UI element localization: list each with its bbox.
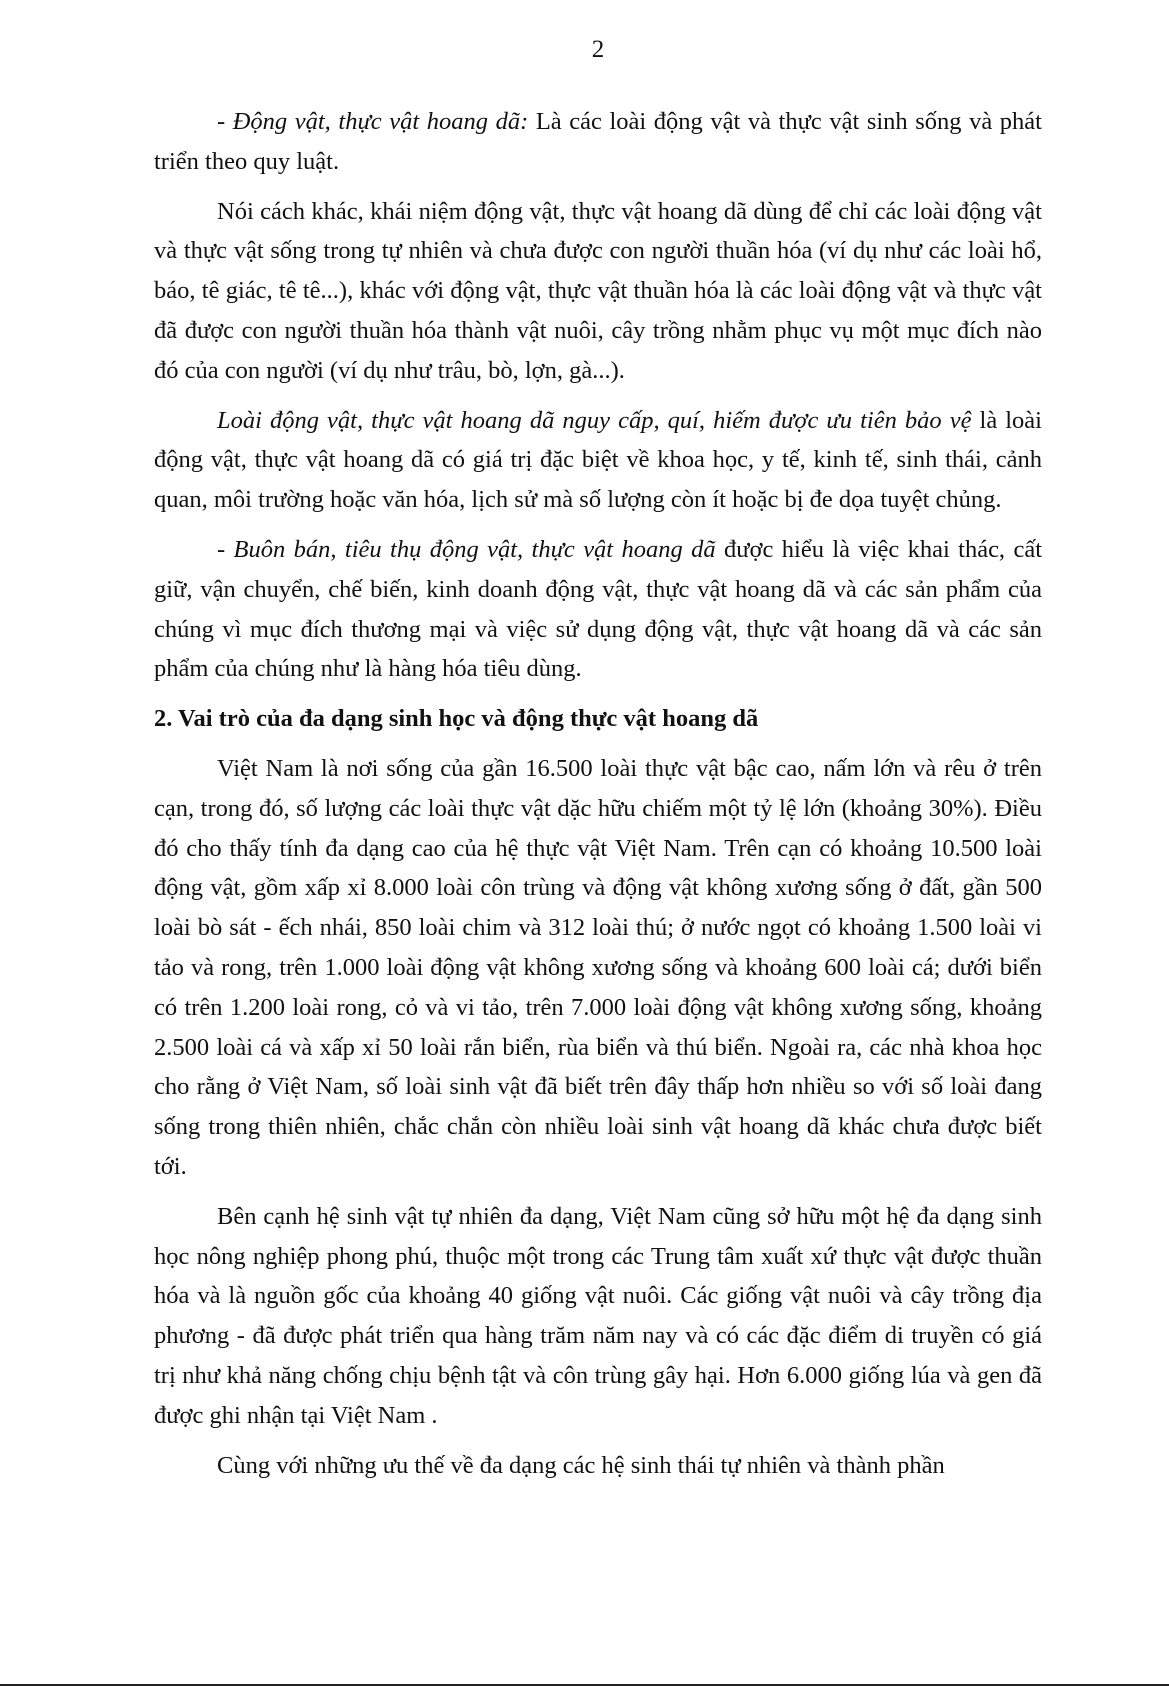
paragraph-text: Cùng với những ưu thế về đa dạng các hệ sinh thái tự nhiên và thành phần — [217, 1451, 945, 1479]
paragraph-explanation — [154, 192, 1042, 391]
paragraph-agricultural-biodiversity — [154, 1197, 1042, 1436]
term-italic: Loài động vật, thực vật hoang dã nguy cấp, quí, hiếm được ưu tiên bảo vệ — [217, 406, 972, 434]
paragraph-text: được hiểu là việc khai thác, cất giữ, vận chuyển, chế biến, kinh doanh động vật, thực vật hoang dã và các sản phẩm của chúng vì mục đích thương mại và việc sử dụng động vật, thực vật hoang dã và các sản phẩm của chúng như là hàng hóa tiêu dùng. — [154, 535, 1042, 683]
paragraph-trade-definition — [154, 530, 1042, 689]
paragraph-endangered-species — [154, 401, 1042, 520]
paragraph-text: Nói cách khác, khái niệm động vật, thực vật hoang dã dùng để chỉ các loài động vật và thực vật sống trong tự nhiên và chưa được con người thuần hóa (ví dụ như các loài hổ, báo, tê giác, tê tê...), khác với động vật, thực vật thuần hóa là các loài động vật và thực vật đã được con người thuần hóa thành vật nuôi, cây trồng nhằm phục vụ một mục đích nào đó của con người (ví dụ như trâu, bò, lợn, gà...). — [154, 197, 1042, 384]
paragraph-text: là loài động vật, thực vật hoang dã có giá trị đặc biệt về khoa học, y tế, kinh tế, sinh thái, cảnh quan, môi trường hoặc văn hóa, lịch sử mà số lượng còn ít hoặc bị đe dọa tuyệt chủng. — [154, 406, 1042, 514]
term-italic: - Động vật, thực vật hoang dã: — [217, 108, 529, 135]
section-heading: 2. Vai trò của đa dạng sinh học và động thực vật hoang dã — [154, 705, 759, 733]
paragraph-text: Bên cạnh hệ sinh vật tự nhiên đa dạng, Việt Nam cũng sở hữu một hệ đa dạng sinh học nông nghiệp phong phú, thuộc một trong các Trung tâm xuất xứ thực vật được thuần hóa và là nguồn gốc của khoảng 40 giống vật nuôi. Các giống vật nuôi và cây trồng địa phương - đã được phát triển qua hàng trăm năm nay và có các đặc điểm di truyền có giá trị như khả năng chống chịu bệnh tật và côn trùng gây hại. Hơn 6.000 giống lúa và gen đã được ghi nhận tại Việt Nam . — [154, 1202, 1042, 1429]
page-bottom-divider — [0, 1684, 1169, 1686]
paragraph-text: Việt Nam là nơi sống của gần 16.500 loài thực vật bậc cao, nấm lớn và rêu ở trên cạn, trong đó, số lượng các loài thực vật dặc hữu chiếm một tỷ lệ lớn (khoảng 30%). Điều đó cho thấy tính đa dạng cao của hệ thực vật Việt Nam. Trên cạn có khoảng 10.500 loài động vật, gồm xấp xỉ 8.000 loài côn trùng và động vật không xương sống ở đất, gần 500 loài bò sát - ếch nhái, 850 loài chim và 312 loài thú; ở nước ngọt có khoảng 1.500 loài vi tảo và rong, trên 1.000 loài động vật không xương sống và khoảng 600 loài cá; dưới biển có trên 1.200 loài rong, cỏ và vi tảo, trên 7.000 loài động vật không xương sống, khoảng 2.500 loài cá và xấp xỉ 50 loài rắn biển, rùa biển và thú biển. Ngoài ra, các nhà khoa học cho rằng ở Việt Nam, số loài sinh vật đã biết trên đây thấp hơn nhiều so với số loài đang sống trong thiên nhiên, chắc chắn còn nhiều loài sinh vật hoang dã khác chưa được biết tới. — [154, 754, 1042, 1180]
page-number: 2 — [591, 36, 605, 63]
paragraph-continuation — [154, 1446, 1042, 1486]
paragraph-species-counts — [154, 749, 1042, 1187]
paragraph-text: Là các loài động vật và thực vật sinh sống và phát triển theo quy luật. — [154, 108, 1042, 175]
document-body — [154, 102, 1042, 1495]
paragraph-definition-wildlife — [154, 102, 1042, 182]
term-italic: - Buôn bán, tiêu thụ động vật, thực vật hoang dã — [217, 535, 716, 563]
